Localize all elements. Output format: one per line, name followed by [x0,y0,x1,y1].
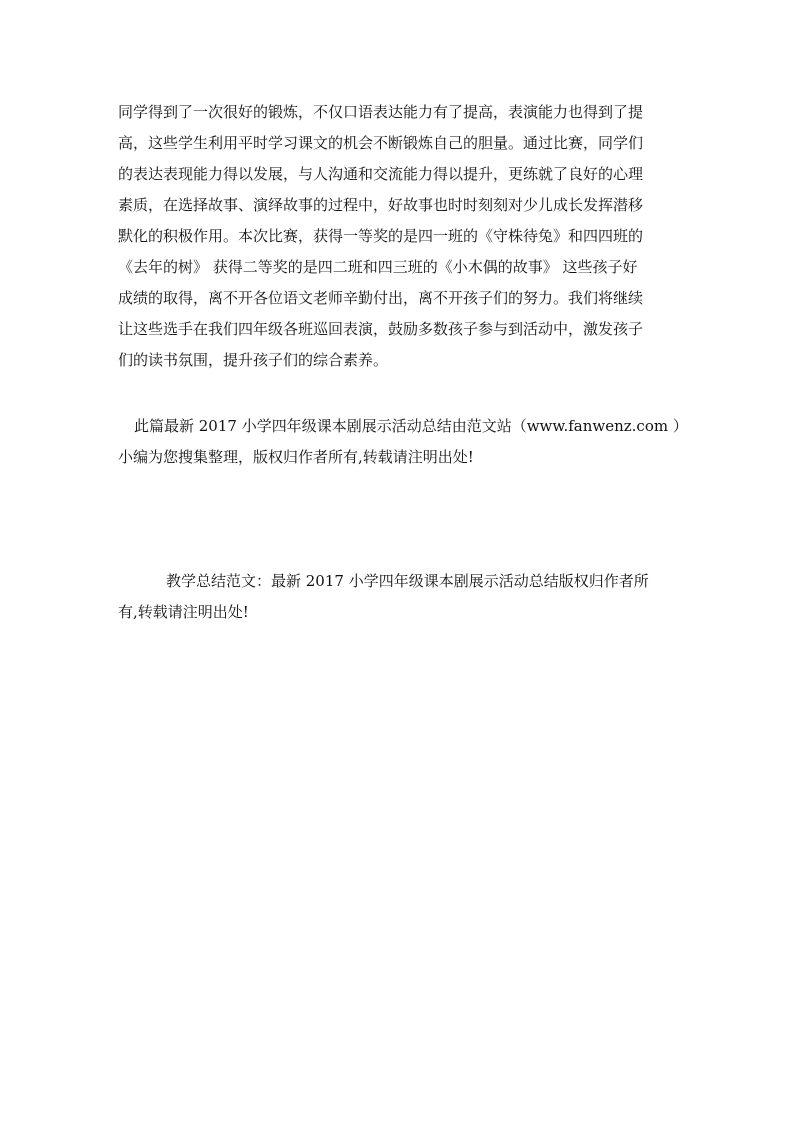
body-line: 让这些选手在我们四年级各班巡回表演，鼓励多数孩子参与到活动中，激发孩子 [118,320,644,338]
source-note [118,411,688,473]
body-line: 成绩的取得，离不开各位语文老师辛勤付出，离不开孩子们的努力。我们将继续 [118,289,644,307]
body-line: 同学得到了一次很好的锻炼，不仅口语表达能力有了提高，表演能力也得到了提 [118,103,644,121]
body-line: 高，这些学生利用平时学习课文的机会不断锻炼自己的胆量。通过比赛，同学们 [118,134,644,152]
source-note-line: 小编为您搜集整理，版权归作者所有,转载请注明出处! [118,448,474,466]
source-note-line: 此篇最新 2017 小学四年级课本剧展示活动总结由范文站（www.fanwenz.com ） [134,417,688,435]
body-line: 默化的积极作用。本次比赛，获得一等奖的是四一班的《守株待兔》和四四班的 [118,227,644,245]
footer-note [118,566,678,628]
footer-note-line: 有,转载请注明出处! [118,603,249,621]
body-line: 素质，在选择故事、演绎故事的过程中，好故事也时时刻刻对少儿成长发挥潜移 [118,196,644,214]
body-line: 们的读书氛围，提升孩子们的综合素养。 [118,351,389,369]
body-line: 《去年的树》 获得二等奖的是四二班和四三班的《小木偶的故事》 这些孩子好 [118,258,638,276]
body-line: 的表达表现能力得以发展，与人沟通和交流能力得以提升，更练就了良好的心理 [118,165,644,183]
body-paragraph [118,97,678,376]
footer-note-line: 教学总结范文：最新 2017 小学四年级课本剧展示活动总结版权归作者所 [166,572,649,590]
